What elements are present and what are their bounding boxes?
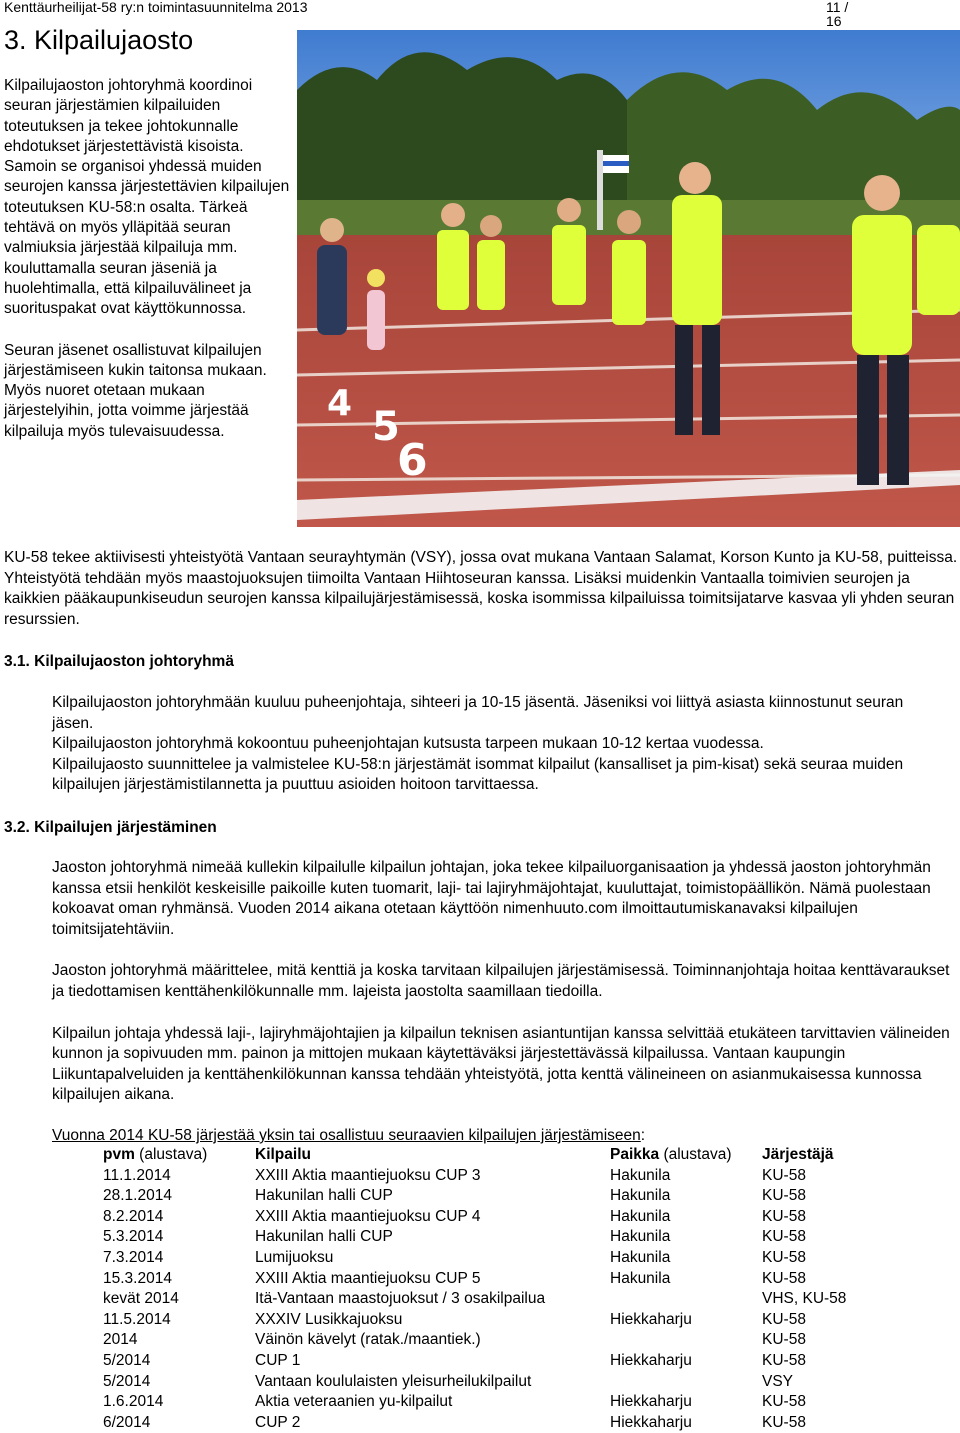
section-3-1-text bbox=[52, 693, 932, 796]
table-row bbox=[98, 1330, 851, 1351]
event-place-cell bbox=[605, 1289, 757, 1310]
track-number-5: 5 bbox=[372, 404, 400, 450]
event-place-cell: Hakunila bbox=[610, 1187, 671, 1205]
event-org-cell: KU-58 bbox=[762, 1228, 806, 1246]
section-3-1-paragraph: Kilpailujaoston johtoryhmä kokoontuu puheenjohtajan kutsusta tarpeen mukaan 10-12 kertaa vuodessa. bbox=[52, 735, 764, 753]
event-name-cell: XXXIV Lusikkajuoksu bbox=[255, 1310, 403, 1328]
table-row bbox=[98, 1207, 851, 1228]
event-org-cell: VSY bbox=[762, 1372, 794, 1390]
event-place-cell: Hiekkaharju bbox=[610, 1310, 692, 1328]
page-header bbox=[4, 0, 864, 29]
table-row bbox=[98, 1392, 851, 1413]
event-org-cell: KU-58 bbox=[762, 1310, 806, 1328]
event-org-cell: KU-58 bbox=[762, 1207, 806, 1225]
track-number-6: 6 bbox=[397, 435, 428, 486]
cooperation-paragraph: KU-58 tekee aktiivisesti yhteistyötä Vantaan seurayhtymän (VSY), jossa ovat mukana Vantaan Salamat, Korson Kunto ja KU-58, puitteissa. Yhteistyötä tehdään myös maastojuoksujen tiimoilta Vantaan Hiihtoseuran kanssa. Lisäksi muidenkin Vantaalla toimivien seurojen ja kaikkien pääkaupunkiseudun seurojen kanssa kilpailujärjestämisessä, koska isommissa kilpailuissa toimitsijatarve kasvaa yli yhden seuran resurssien. bbox=[4, 549, 958, 628]
event-org-cell: KU-58 bbox=[762, 1166, 806, 1184]
event-org-cell: KU-58 bbox=[762, 1351, 806, 1369]
section-3-1-paragraph: Kilpailujaoston johtoryhmään kuuluu puheenjohtaja, sihteeri ja 10-15 jäsentä. Jäseniksi voi liittyä asiasta kiinnostunut seuran jäsen. bbox=[52, 694, 904, 732]
event-name-cell: Hakunilan halli CUP bbox=[255, 1187, 393, 1205]
column-header-competition: Kilpailu bbox=[255, 1146, 311, 1163]
table-row bbox=[98, 1166, 851, 1187]
event-date-cell: 5/2014 bbox=[103, 1372, 151, 1390]
track-number-4: 4 bbox=[327, 383, 353, 424]
section-3-1-paragraph: Kilpailujaosto suunnittelee ja valmistelee KU-58:n järjestämät isommat kilpailut (kansalliset ja pim-kisat) sekä seuraa muiden kilpailujen järjestämistilannetta ja puuttuu asioiden hoitoon tarvittaessa. bbox=[52, 755, 904, 794]
section-3-2-paragraph: Jaoston johtoryhmä määrittelee, mitä kenttiä ja koska tarvitaan kilpailujen järjestämisessä. Toiminnanjohtaja hoitaa kenttävaraukset ja tiedottamisen kenttähenkilökunnalle mm. lajeista jaostolta saamillaan tiedoilla. bbox=[52, 962, 950, 1000]
event-name-cell: Itä-Vantaan maastojuoksut / 3 osakilpailua bbox=[255, 1290, 546, 1308]
event-date-cell: kevät 2014 bbox=[103, 1290, 179, 1308]
event-name-cell: Hakunilan halli CUP bbox=[255, 1228, 393, 1246]
section-3-2-paragraph: Jaoston johtoryhmä nimeää kullekin kilpailulle kilpailun johtajan, joka tekee kilpailuorganisaation ja yhdessä jaoston johtoryhmän kanssa etsii henkilöt keskeisille paikoille kuten tuomarit, laji- tai lajiryhmäjohtajat, kuuluttajat, toimistopäällikön. Nämä puolestaan kokoavat oman ryhmänsä. Vuoden 2014 aikana otetaan käyttöön nimenhuuto.com ilmoittautumiskanavaksi kilpailujen toimitsijatehtäviin. bbox=[52, 859, 931, 938]
event-org-cell: KU-58 bbox=[762, 1269, 806, 1287]
event-name-cell: Vantaan koululaisten yleisurheilukilpailut bbox=[255, 1372, 532, 1390]
event-org-cell: KU-58 bbox=[762, 1248, 806, 1266]
table-row bbox=[98, 1351, 851, 1372]
event-org-cell: KU-58 bbox=[762, 1393, 806, 1411]
event-place-cell: Hakunila bbox=[610, 1269, 671, 1287]
intro-paragraph-1: Kilpailujaoston johtoryhmä koordinoi seuran järjestämien kilpailuiden toteutuksen ja tekee johtokunnalle ehdotukset järjestettävistä kisoista. Samoin se organisoi yhdessä muiden seurojen kanssa järjestettävien kilpailujen toteutuksen KU-58:n osalta. Tärkeä tehtävä on myös ylläpitää seuran valmiuksia järjestää kilpailuja mm. kouluttamalla seuran jäseniä ja huolehtimalla, että kilpailuvälineet ja suorituspakat ovat käyttökunnossa. bbox=[4, 77, 290, 318]
event-name-cell: CUP 1 bbox=[255, 1351, 301, 1369]
event-date-cell: 11.5.2014 bbox=[103, 1310, 171, 1328]
events-heading bbox=[52, 1126, 645, 1146]
event-org-cell: KU-58 bbox=[762, 1413, 806, 1431]
table-row bbox=[98, 1310, 851, 1331]
event-date-cell: 11.1.2014 bbox=[103, 1166, 171, 1184]
event-date-cell: 6/2014 bbox=[103, 1413, 151, 1431]
event-date-cell: 7.3.2014 bbox=[103, 1248, 164, 1266]
event-place-cell: Hakunila bbox=[610, 1228, 671, 1246]
intro-paragraph-2: Seuran jäsenet osallistuvat kilpailujen järjestämiseen kukin taitonsa mukaan. Myös nuoret otetaan mukaan järjestelyihin, jotta voimme järjestää kilpailuja myös tulevaisuudessa. bbox=[4, 341, 267, 440]
events-heading-text: Vuonna 2014 KU-58 järjestää yksin tai osallistuu seuraavien kilpailujen järjestämiseen bbox=[52, 1127, 641, 1144]
event-date-cell: 5.3.2014 bbox=[103, 1228, 164, 1246]
event-place-cell: Hiekkaharju bbox=[610, 1393, 692, 1411]
intro-text bbox=[4, 76, 294, 463]
event-place-cell bbox=[605, 1330, 757, 1351]
page-title: 3. Kilpailujaosto bbox=[4, 25, 194, 55]
table-row bbox=[98, 1227, 851, 1248]
section-3-1-heading: 3.1. Kilpailujaoston johtoryhmä bbox=[4, 653, 234, 670]
event-date-cell: 15.3.2014 bbox=[103, 1269, 172, 1287]
event-date-cell: 2014 bbox=[103, 1331, 138, 1349]
event-org-cell: KU-58 bbox=[762, 1331, 806, 1349]
event-name-cell: CUP 2 bbox=[255, 1413, 301, 1431]
section-3-2-heading: 3.2. Kilpailujen järjestäminen bbox=[4, 819, 217, 836]
event-place-cell bbox=[605, 1372, 757, 1393]
events-heading-colon: : bbox=[640, 1127, 646, 1144]
event-name-cell: XXIII Aktia maantiejuoksu CUP 3 bbox=[255, 1166, 481, 1184]
table-row bbox=[98, 1413, 851, 1433]
column-header-place: Paikka (alustava) bbox=[610, 1146, 732, 1163]
event-place-cell: Hiekkaharju bbox=[610, 1351, 692, 1369]
table-row bbox=[98, 1186, 851, 1207]
event-date-cell: 8.2.2014 bbox=[103, 1207, 164, 1225]
table-row bbox=[98, 1372, 851, 1393]
event-place-cell: Hakunila bbox=[610, 1166, 671, 1184]
event-name-cell: Lumijuoksu bbox=[255, 1248, 334, 1266]
event-place-cell: Hakunila bbox=[610, 1248, 671, 1266]
event-date-cell: 1.6.2014 bbox=[103, 1393, 164, 1411]
event-place-cell: Hiekkaharju bbox=[610, 1413, 692, 1431]
document-title: Kenttäurheilijat-58 ry:n toimintasuunnitelma 2013 bbox=[4, 0, 308, 15]
table-row bbox=[98, 1289, 851, 1310]
event-org-cell: KU-58 bbox=[762, 1187, 806, 1205]
section-3-2-text bbox=[52, 858, 960, 1127]
column-header-date: pvm (alustava) bbox=[103, 1146, 208, 1163]
event-place-cell: Hakunila bbox=[610, 1207, 671, 1225]
event-date-cell: 28.1.2014 bbox=[103, 1187, 172, 1205]
events-table-header bbox=[98, 1145, 851, 1166]
event-date-cell: 5/2014 bbox=[103, 1351, 151, 1369]
athletics-track-photo bbox=[297, 30, 960, 527]
page-number: 11 / 16 bbox=[826, 0, 849, 29]
section-3-2-paragraph: Kilpailun johtaja yhdessä laji-, lajiryhmäjohtajien ja kilpailun teknisen asiantuntijan kanssa selvittää etukäteen tarvittavien välineiden kunnon ja sopivuuden mm. painon ja mittojen mukaan käytettäväksi järjestettävässä kilpailussa. Vantaan kaupungin Liikuntapalveluiden ja kenttähenkilökunnan kanssa tehdään yhteistyötä, jotta kenttä välineineen on asianmukaisessa kunnossa kilpailujen aikana. bbox=[52, 1024, 950, 1104]
event-name-cell: Väinön kävelyt (ratak./maantiek.) bbox=[255, 1331, 481, 1349]
event-org-cell: VHS, KU-58 bbox=[762, 1290, 847, 1308]
table-row bbox=[98, 1248, 851, 1269]
events-table bbox=[98, 1145, 851, 1433]
column-header-organizer: Järjestäjä bbox=[762, 1146, 834, 1163]
event-name-cell: XXIII Aktia maantiejuoksu CUP 4 bbox=[255, 1207, 481, 1225]
table-row bbox=[98, 1269, 851, 1290]
event-name-cell: XXIII Aktia maantiejuoksu CUP 5 bbox=[255, 1269, 481, 1287]
event-name-cell: Aktia veteraanien yu-kilpailut bbox=[255, 1393, 453, 1411]
